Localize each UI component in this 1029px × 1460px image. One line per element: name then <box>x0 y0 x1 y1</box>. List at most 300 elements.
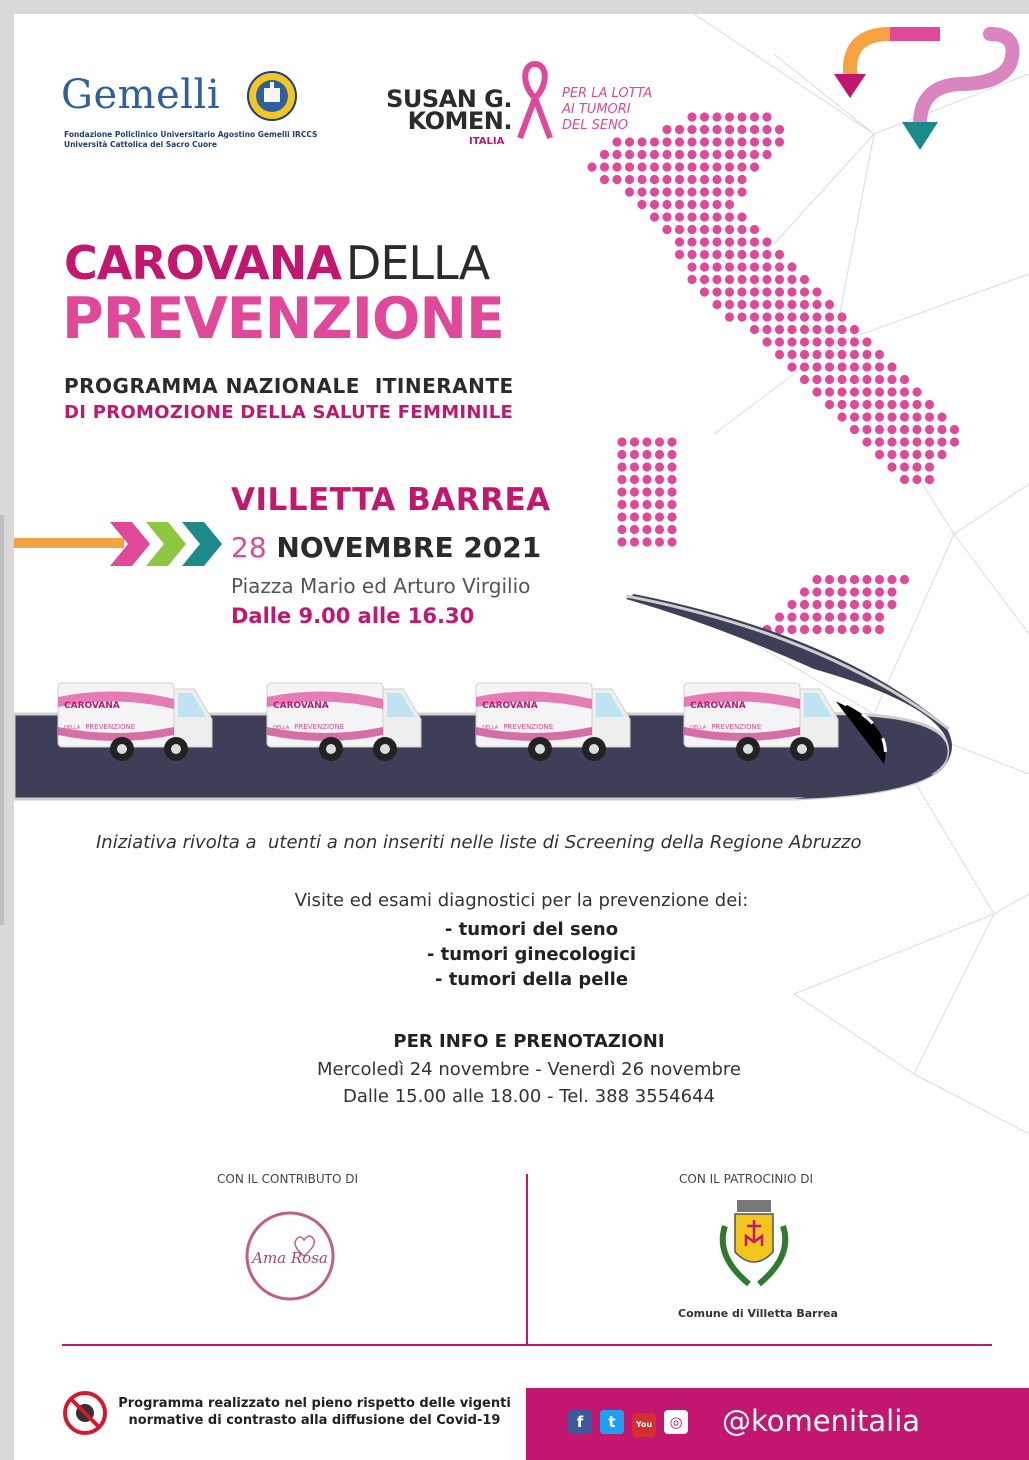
twitter-icon[interactable]: t <box>600 1410 624 1434</box>
instagram-icon[interactable]: ◎ <box>664 1410 688 1434</box>
map-dot <box>650 212 659 221</box>
map-dot <box>667 537 676 546</box>
map-dot <box>800 275 809 284</box>
komen-country: ITALIA <box>469 136 505 147</box>
map-dot <box>642 450 651 459</box>
map-dot <box>712 162 721 171</box>
van-label-line2 <box>690 714 761 733</box>
map-dot <box>750 287 759 296</box>
map-dot <box>687 187 696 196</box>
map-dot <box>775 250 784 259</box>
map-dot <box>667 525 676 534</box>
map-dot <box>912 475 921 484</box>
map-dot <box>762 325 771 334</box>
map-dot <box>937 450 946 459</box>
map-dot <box>737 250 746 259</box>
map-dot <box>900 387 909 396</box>
map-dot <box>775 137 784 146</box>
booking-title: PER INFO E PRENOTAZIONI <box>393 1031 665 1052</box>
map-dot <box>650 175 659 184</box>
van-label-line2 <box>273 714 344 733</box>
map-dot <box>887 412 896 421</box>
map-dot <box>775 275 784 284</box>
page-edge-shadow <box>0 515 4 925</box>
contrib-label: CON IL CONTRIBUTO DI <box>217 1172 359 1186</box>
map-dot <box>675 125 684 134</box>
map-dot <box>737 150 746 159</box>
map-dot <box>762 150 771 159</box>
map-dot <box>687 275 696 284</box>
van-label-carovana: CAROVANA <box>690 701 746 711</box>
komen-tagline-1: PER LA LOTTA <box>562 86 653 101</box>
map-dot <box>862 362 871 371</box>
map-dot <box>737 175 746 184</box>
coat-of-arms-icon <box>709 1196 799 1296</box>
map-dot <box>675 237 684 246</box>
map-dot <box>655 437 664 446</box>
map-dot <box>642 462 651 471</box>
van-icon <box>474 679 634 769</box>
map-dot <box>700 200 709 209</box>
map-dot <box>612 150 621 159</box>
map-dot <box>800 287 809 296</box>
map-dot <box>725 175 734 184</box>
map-dot <box>712 187 721 196</box>
map-dot <box>750 237 759 246</box>
map-dot <box>875 375 884 384</box>
van-label-carovana: CAROVANA <box>482 701 538 711</box>
map-dot <box>950 425 959 434</box>
map-dot <box>925 450 934 459</box>
map-dot <box>850 412 859 421</box>
map-dot <box>750 225 759 234</box>
map-dot <box>887 362 896 371</box>
gemelli-wordmark: Gemelli <box>61 72 221 118</box>
map-dot <box>700 162 709 171</box>
map-dot <box>630 475 639 484</box>
map-dot <box>837 312 846 321</box>
map-dot <box>712 200 721 209</box>
map-dot <box>900 412 909 421</box>
map-dot <box>617 475 626 484</box>
map-dot <box>675 250 684 259</box>
van-label-prevenzione: PREVENZIONE <box>85 723 136 731</box>
map-dot <box>887 387 896 396</box>
van-icon <box>56 679 216 769</box>
map-dot <box>900 425 909 434</box>
map-dot <box>900 462 909 471</box>
map-dot <box>712 125 721 134</box>
map-dot <box>737 237 746 246</box>
map-dot <box>850 362 859 371</box>
komen-tagline-2: AI TUMORI <box>562 102 631 117</box>
komen-tagline-3: DEL SENO <box>562 118 629 133</box>
komen-line1: SUSAN G. <box>386 85 512 113</box>
map-dot <box>675 225 684 234</box>
map-dot <box>750 250 759 259</box>
map-dot <box>700 262 709 271</box>
map-dot <box>700 237 709 246</box>
map-dot <box>655 487 664 496</box>
map-dot <box>750 125 759 134</box>
map-dot <box>812 337 821 346</box>
map-dot <box>600 150 609 159</box>
map-dot <box>712 300 721 309</box>
map-dot <box>887 425 896 434</box>
map-dot <box>912 462 921 471</box>
map-dot <box>925 475 934 484</box>
covid-notice <box>112 1395 517 1429</box>
map-dot <box>875 437 884 446</box>
map-dot <box>787 300 796 309</box>
map-dot <box>762 125 771 134</box>
map-dot <box>812 325 821 334</box>
map-dot <box>667 437 676 446</box>
map-dot <box>675 187 684 196</box>
map-dot <box>837 375 846 384</box>
map-dot <box>687 250 696 259</box>
map-dot <box>700 250 709 259</box>
map-dot <box>662 137 671 146</box>
map-dot <box>675 162 684 171</box>
map-dot <box>712 262 721 271</box>
map-dot <box>700 287 709 296</box>
map-dot <box>875 412 884 421</box>
komen-wordmark <box>380 85 512 135</box>
map-dot <box>712 150 721 159</box>
map-dot <box>687 112 696 121</box>
map-dot <box>625 175 634 184</box>
map-dot <box>837 350 846 359</box>
map-dot <box>750 137 759 146</box>
map-dot <box>687 137 696 146</box>
social-handle[interactable]: @komenitalia <box>722 1404 921 1438</box>
map-dot <box>875 362 884 371</box>
map-dot <box>650 200 659 209</box>
map-dot <box>637 150 646 159</box>
map-dot <box>900 400 909 409</box>
map-dot <box>775 300 784 309</box>
map-dot <box>662 162 671 171</box>
map-dot <box>762 237 771 246</box>
map-dot <box>687 125 696 134</box>
title-word-della: DELLA <box>345 236 490 290</box>
map-dot <box>937 425 946 434</box>
ama-rosa-text: Ama Rosa <box>252 1249 328 1267</box>
map-dot <box>725 262 734 271</box>
map-dot <box>725 150 734 159</box>
map-dot <box>862 387 871 396</box>
map-dot <box>630 462 639 471</box>
facebook-icon[interactable]: f <box>568 1410 592 1434</box>
map-dot <box>737 212 746 221</box>
map-dot <box>655 475 664 484</box>
map-dot <box>655 537 664 546</box>
map-dot <box>762 250 771 259</box>
map-dot <box>862 437 871 446</box>
map-dot <box>900 437 909 446</box>
map-dot <box>662 225 671 234</box>
map-dot <box>650 137 659 146</box>
map-dot <box>650 187 659 196</box>
map-dot <box>630 487 639 496</box>
map-dot <box>812 375 821 384</box>
map-dot <box>862 350 871 359</box>
map-dot <box>737 125 746 134</box>
map-dot <box>725 275 734 284</box>
map-dot <box>630 537 639 546</box>
map-dot <box>625 162 634 171</box>
map-dot <box>937 412 946 421</box>
van-label-prevenzione: PREVENZIONE <box>503 723 554 731</box>
map-dot <box>630 500 639 509</box>
map-dot <box>675 150 684 159</box>
map-dot <box>630 512 639 521</box>
map-dot <box>637 175 646 184</box>
map-dot <box>912 450 921 459</box>
map-dot <box>662 200 671 209</box>
map-dot <box>655 450 664 459</box>
map-dot <box>887 437 896 446</box>
map-dot <box>825 362 834 371</box>
map-dot <box>737 275 746 284</box>
map-dot <box>750 325 759 334</box>
map-dot <box>600 162 609 171</box>
gemelli-subtitle-line1: Fondazione Policlinico Universitario Agostino Gemelli IRCCS <box>64 130 318 139</box>
map-dot <box>700 112 709 121</box>
map-dot <box>725 162 734 171</box>
map-dot <box>625 187 634 196</box>
map-dot <box>762 262 771 271</box>
map-dot <box>687 212 696 221</box>
map-dot <box>875 400 884 409</box>
map-dot <box>725 237 734 246</box>
map-dot <box>750 150 759 159</box>
map-dot <box>762 337 771 346</box>
visit-item-1: - tumori del seno <box>444 919 619 940</box>
map-dot <box>642 487 651 496</box>
map-dot <box>775 312 784 321</box>
youtube-icon[interactable]: You <box>632 1413 656 1437</box>
map-dot <box>762 275 771 284</box>
map-dot <box>787 287 796 296</box>
van-label-della: DELLA <box>64 725 81 731</box>
map-dot <box>825 337 834 346</box>
map-dot <box>737 225 746 234</box>
map-dot <box>762 137 771 146</box>
map-dot <box>687 262 696 271</box>
van-icon <box>682 679 842 769</box>
map-dot <box>887 450 896 459</box>
covid-line2: normative di contrasto alla diffusione del Covid-19 <box>128 1413 501 1428</box>
map-dot <box>800 325 809 334</box>
map-dot <box>712 275 721 284</box>
map-dot <box>700 125 709 134</box>
map-dot <box>825 325 834 334</box>
map-dot <box>612 137 621 146</box>
map-dot <box>825 300 834 309</box>
map-dot <box>617 512 626 521</box>
gemelli-subtitle <box>64 130 317 150</box>
van-label-prevenzione: PREVENZIONE <box>294 723 345 731</box>
map-dot <box>912 387 921 396</box>
map-dot <box>700 212 709 221</box>
map-dot <box>642 512 651 521</box>
map-dot <box>762 300 771 309</box>
map-dot <box>725 137 734 146</box>
map-dot <box>787 362 796 371</box>
map-dot <box>837 412 846 421</box>
map-dot <box>837 337 846 346</box>
map-dot <box>812 300 821 309</box>
map-dot <box>837 387 846 396</box>
map-dot <box>925 412 934 421</box>
map-dot <box>825 312 834 321</box>
visit-item-2: - tumori ginecologici <box>426 944 637 965</box>
map-dot <box>925 400 934 409</box>
sponsor-divider <box>526 1174 528 1344</box>
map-dot <box>625 137 634 146</box>
map-dot <box>687 225 696 234</box>
booking-days: Mercoledì 24 novembre - Venerdì 26 novembre <box>316 1059 741 1080</box>
no-covid-icon <box>62 1390 108 1436</box>
poster <box>14 14 1029 1460</box>
map-dot <box>775 325 784 334</box>
map-dot <box>700 225 709 234</box>
map-dot <box>912 400 921 409</box>
map-dot <box>787 337 796 346</box>
van-icon <box>265 679 425 769</box>
map-dot <box>762 312 771 321</box>
map-dot <box>787 325 796 334</box>
title-word-prevenzione: PREVENZIONE <box>62 286 504 352</box>
map-dot <box>925 437 934 446</box>
map-dot <box>667 475 676 484</box>
map-dot <box>725 250 734 259</box>
logo-gemelli-seal <box>246 70 298 122</box>
map-dot <box>900 450 909 459</box>
map-dot <box>850 400 859 409</box>
map-dot <box>775 287 784 296</box>
map-dot <box>737 287 746 296</box>
map-dot <box>725 287 734 296</box>
map-dot <box>725 312 734 321</box>
map-dot <box>775 125 784 134</box>
map-dot <box>812 350 821 359</box>
map-dot <box>762 287 771 296</box>
map-dot <box>812 362 821 371</box>
map-dot <box>650 150 659 159</box>
map-dot <box>850 325 859 334</box>
footer-divider <box>62 1344 992 1346</box>
map-dot <box>850 387 859 396</box>
map-dot <box>875 425 884 434</box>
visit-item-3: - tumori della pelle <box>434 969 629 990</box>
map-dot <box>617 462 626 471</box>
map-dot <box>912 412 921 421</box>
initiative-text: Iniziativa rivolta a utenti a non inseriti nelle liste di Screening della Regione Abruzzo <box>96 832 862 853</box>
map-dot <box>725 300 734 309</box>
map-dot <box>655 525 664 534</box>
map-dot <box>650 162 659 171</box>
map-dot <box>617 437 626 446</box>
map-dot <box>887 400 896 409</box>
van-label-line2 <box>482 714 553 733</box>
event-city: VILLETTA BARREA <box>231 482 551 518</box>
map-dot <box>825 375 834 384</box>
map-dot <box>630 525 639 534</box>
map-dot <box>825 350 834 359</box>
map-dot <box>687 237 696 246</box>
van-label-carovana: CAROVANA <box>273 701 329 711</box>
map-dot <box>637 137 646 146</box>
map-dot <box>775 262 784 271</box>
covid-line1: Programma realizzato nel pieno rispetto delle vigenti <box>118 1396 511 1411</box>
map-dot <box>775 350 784 359</box>
map-dot <box>675 137 684 146</box>
map-dot <box>887 462 896 471</box>
map-dot <box>642 475 651 484</box>
map-dot <box>655 462 664 471</box>
map-dot <box>800 300 809 309</box>
map-dot <box>675 212 684 221</box>
map-dot <box>712 250 721 259</box>
pink-ribbon-icon <box>512 60 558 144</box>
map-dot <box>737 300 746 309</box>
map-dot <box>787 312 796 321</box>
map-dot <box>800 337 809 346</box>
map-dot <box>637 187 646 196</box>
map-dot <box>812 287 821 296</box>
map-dot <box>862 412 871 421</box>
map-dot <box>825 387 834 396</box>
map-dot <box>637 200 646 209</box>
map-dot <box>642 500 651 509</box>
map-dot <box>725 125 734 134</box>
map-dot <box>800 350 809 359</box>
map-dot <box>725 112 734 121</box>
title-word-carovana: CAROVANA <box>64 236 341 290</box>
event-place: Piazza Mario ed Arturo Virgilio <box>231 574 531 598</box>
map-dot <box>712 212 721 221</box>
map-dot <box>617 525 626 534</box>
map-dot <box>737 312 746 321</box>
map-dot <box>937 437 946 446</box>
map-dot <box>887 375 896 384</box>
map-dot <box>655 500 664 509</box>
map-dot <box>750 262 759 271</box>
map-dot <box>667 500 676 509</box>
event-month-year: NOVEMBRE 2021 <box>276 531 542 564</box>
map-dot <box>687 162 696 171</box>
map-dot <box>750 162 759 171</box>
map-dot <box>712 137 721 146</box>
map-dot <box>655 512 664 521</box>
map-dot <box>862 375 871 384</box>
map-dot <box>675 175 684 184</box>
map-dot <box>600 175 609 184</box>
map-dot <box>662 175 671 184</box>
map-dot <box>667 462 676 471</box>
map-dot <box>667 450 676 459</box>
map-dot <box>750 112 759 121</box>
map-dot <box>687 175 696 184</box>
van-label-della: DELLA <box>273 725 290 731</box>
map-dot <box>862 337 871 346</box>
map-dot <box>630 450 639 459</box>
map-dot <box>725 187 734 196</box>
map-dot <box>642 525 651 534</box>
